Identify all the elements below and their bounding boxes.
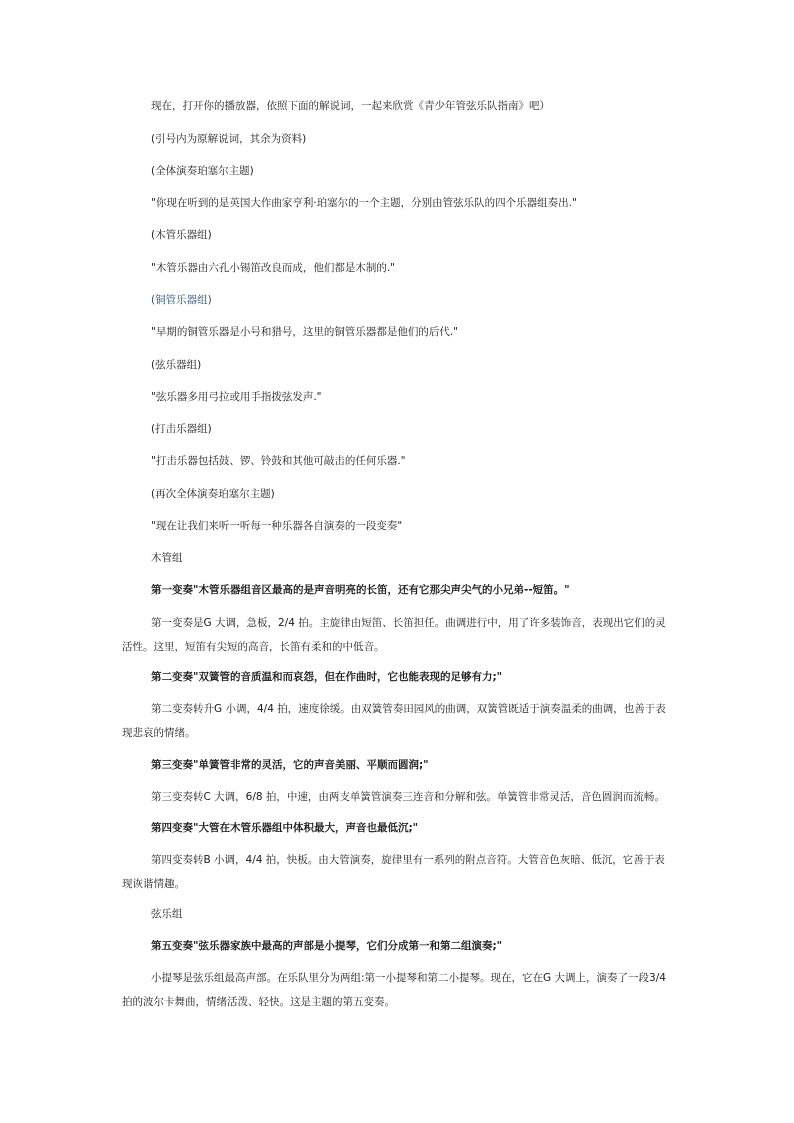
- variation-1-heading: 第一变奏"木管乐器组音区最高的是声音明亮的长笛，还有它那尖声尖气的小兄弟--短笛。": [151, 584, 570, 596]
- variation-2-heading: 第二变奏"双簧管的音质温和而哀怨，但在作曲时，它也能表现的足够有力;": [151, 671, 503, 683]
- stage-direction: (全体演奏珀塞尔主题): [151, 165, 254, 177]
- section-label-percussion: (打击乐器组): [151, 423, 212, 435]
- narration-line: "早期的铜管乐器是小号和猎号，这里的铜管乐器都是他们的后代.": [151, 326, 458, 338]
- section-label-woodwind: (木管乐器组): [151, 229, 212, 241]
- narration-line: "木管乐器由六孔小锡笛改良而成，他们都是木制的.": [151, 262, 395, 274]
- group-heading-woodwind: 木管组: [151, 552, 183, 564]
- variation-2-description: 第二变奏转升G 小调，4/4 拍，速度徐缓。由双簧管奏田园风的曲调，双簧管既适于演奏温柔的曲调，也善于表现悲哀的情绪。: [122, 703, 666, 739]
- variation-4-heading: 第四变奏"大管在木管乐器组中体积最大，声音也最低沉;": [151, 822, 419, 834]
- stage-direction: (再次全体演奏珀塞尔主题): [151, 488, 275, 500]
- narration-line: "你现在听到的是英国大作曲家亨利·珀塞尔的一个主题，分别由管弦乐队的四个乐器组奏出.": [151, 197, 577, 209]
- narration-line: "弦乐器多用弓拉或用手指拨弦发声.": [151, 391, 322, 403]
- variation-3-description: 第三变奏转C 大调，6/8 拍，中速，由两支单簧管演奏三连音和分解和弦。单簧管非常灵活，音色圆润而流畅。: [151, 791, 665, 803]
- intro-line: 现在，打开你的播放器，依照下面的解说词，一起来欣赏《青少年管弦乐队指南》吧）: [151, 100, 550, 112]
- variation-4-description: 第四变奏转B 小调，4/4 拍，快板。由大管演奏，旋律里有一系列的附点音符。大管音色灰暗、低沉，它善于表现诙谐情趣。: [122, 854, 665, 890]
- variation-5-heading: 第五变奏"弦乐器家族中最高的声部是小提琴，它们分成第一和第二组演奏;": [151, 940, 503, 952]
- variation-3-heading: 第三变奏"单簧管非常的灵活，它的声音美丽、平顺而圆润;": [151, 759, 429, 771]
- variation-5-description: 小提琴是弦乐组最高声部。在乐队里分为两组:第一小提琴和第二小提琴。现在，它在G 大调上，演奏了一段3/4拍的波尔卡舞曲，情绪活泼、轻快。这是主题的第五变奏。: [122, 972, 666, 1008]
- section-label-strings: (弦乐器组): [151, 359, 202, 371]
- section-label-brass[interactable]: (铜管乐器组): [151, 294, 212, 306]
- narration-line: "打击乐器包括鼓、锣、铃鼓和其他可敲击的任何乐器.": [151, 455, 406, 467]
- note-line: (引号内为原解说词，其余为资料): [151, 133, 307, 145]
- group-heading-strings: 弦乐组: [151, 908, 183, 920]
- variation-1-description: 第一变奏是G 大调，急板，2/4 拍。主旋律由短笛、长笛担任。曲调进行中，用了许多装饰音，表现出它们的灵活性。这里，短笛有尖短的高音，长笛有柔和的中低音。: [122, 617, 666, 653]
- narration-line: "现在让我们来听一听每一种乐器各自演奏的一段变奏": [151, 520, 403, 532]
